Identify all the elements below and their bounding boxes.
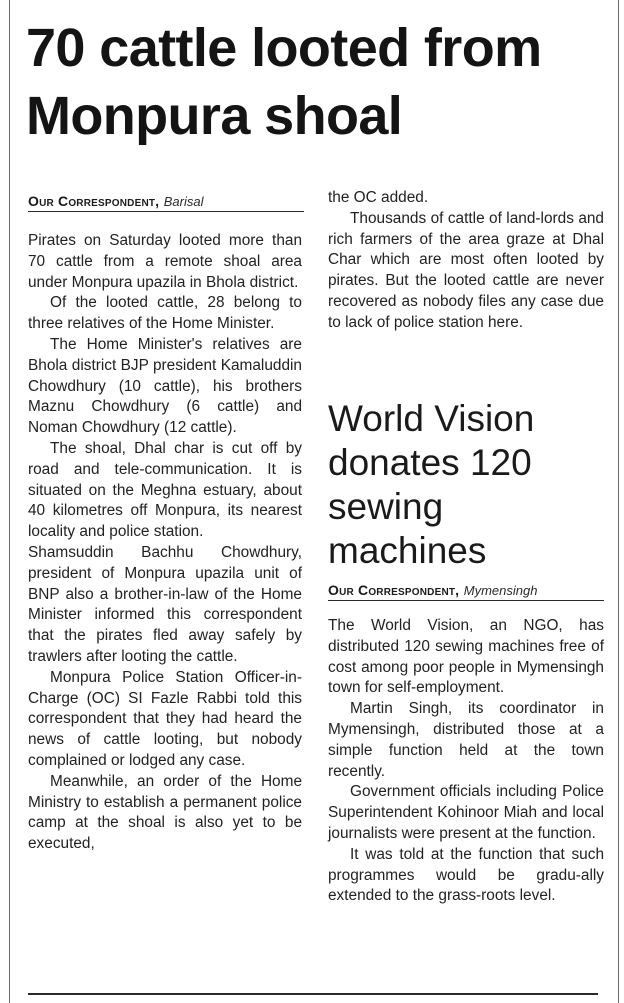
secondary-headline: World Vision donates 120 sewing machines — [328, 398, 535, 571]
paragraph: It was told at the function that such programmes would be gradu-ally extended to the grass-roots level. — [328, 845, 604, 905]
paragraph: Thousands of cattle of land-lords and rich farmers of the area graze at Dhal Char which are most often looted by pirates. But the looted cattle are never recovered as nobody files any case due to lack of police station here. — [328, 209, 604, 331]
article-column-left — [28, 231, 302, 855]
headline-line-1: 70 cattle looted from — [26, 18, 542, 78]
paragraph: Government officials including Police Superintendent Kohinoor Miah and local journalists were present at the function. — [328, 783, 604, 842]
paragraph: Monpura Police Station Officer-in-Charge (OC) SI Fazle Rabbi told this correspondent that they had heard the news of cattle looting, but nobody complained or lodged any case. — [28, 668, 302, 769]
byline-mymensingh — [328, 580, 604, 601]
byline-barisal — [28, 191, 304, 212]
paragraph: The Home Minister's relatives are Bhola district BJP president Kamaluddin Chowdhury (10 cattle), his brothers Maznu Chowdhury (6 cattle) and Noman Chowdhury (12 cattle). — [28, 335, 302, 437]
paragraph: Pirates on Saturday looted more than 70 cattle from a remote shoal area under Monpura upazila in Bhola district. — [28, 232, 302, 291]
paragraph: Meanwhile, an order of the Home Ministry to establish a permanent police camp at the shoal is also yet to be executed, — [28, 772, 302, 853]
paragraph: The shoal, Dhal char is cut off by road and tele-communication. It is situated on the Meghna estuary, about 40 kilometres off Monpura, its nearest locality and police station. — [28, 439, 302, 541]
article-column-right-continued — [328, 188, 604, 334]
left-column-rule — [9, 0, 10, 1003]
world-vision-article-body — [328, 616, 604, 907]
byline-place: Mymensingh — [463, 583, 538, 598]
byline-place: Barisal — [163, 194, 204, 209]
paragraph: Of the looted cattle, 28 belong to three relatives of the Home Minister. — [28, 294, 302, 333]
byline-author: Our Correspondent, — [328, 582, 460, 598]
paragraph: Shamsuddin Bachhu Chowdhury, president of Monpura upazila unit of BNP also a brother-in-law of the Home Minister informed this correspondent that the pirates fled away safely by trawlers after looting the cattle. — [28, 543, 302, 665]
byline-author: Our Correspondent, — [28, 193, 160, 209]
article-headline — [26, 14, 616, 150]
right-column-rule — [618, 0, 619, 1003]
bottom-rule — [28, 993, 598, 995]
headline-line-2: Monpura shoal — [26, 86, 403, 146]
paragraph: the OC added. — [328, 189, 429, 206]
paragraph: The World Vision, an NGO, has distributed 120 sewing machines free of cost among poor people in Mymensingh town for self-employment. — [328, 617, 604, 697]
paragraph: Martin Singh, its coordinator in Mymensingh, distributed those at a simple function held at the town recently. — [328, 700, 604, 780]
